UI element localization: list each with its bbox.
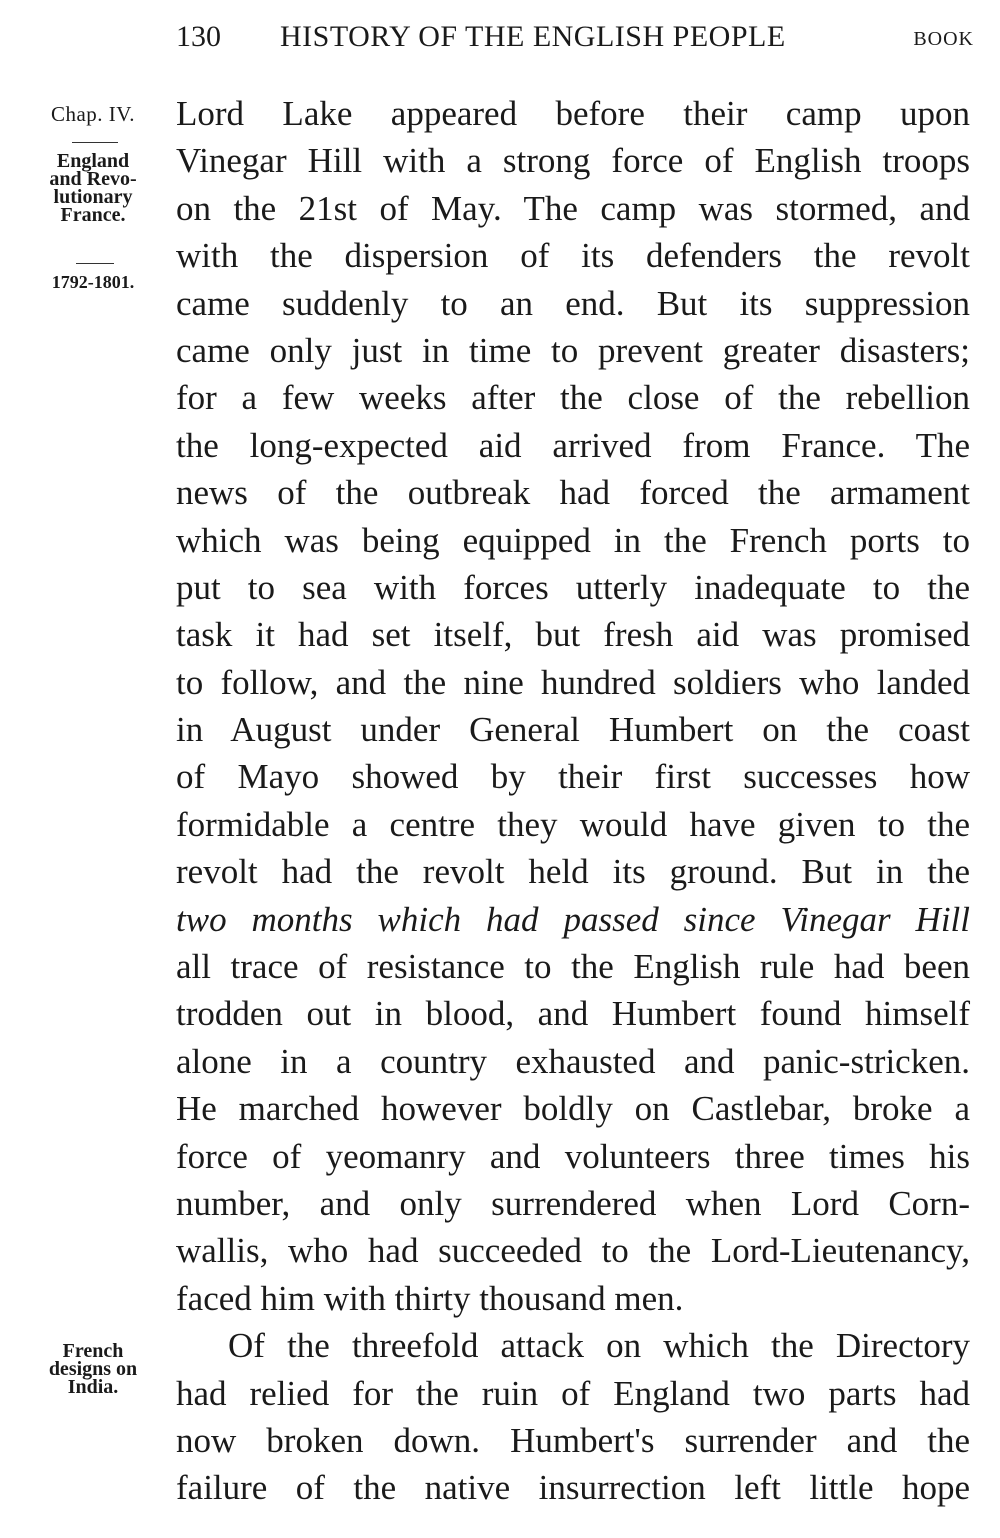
side-note-line: designs on <box>48 1358 138 1380</box>
text-line: came only just in time to prevent greater disasters; <box>176 330 970 370</box>
text-line: on the 21st of May. The camp was stormed, and <box>176 188 970 228</box>
text-line: faced him with thirty thousand men. <box>176 1278 684 1318</box>
text-line: alone in a country exhausted and panic-stricken. <box>176 1041 970 1081</box>
text-line: had relied for the ruin of England two parts had <box>176 1373 970 1413</box>
text-line: failure of the native insurrection left little hope <box>176 1468 970 1508</box>
running-header <box>176 20 976 60</box>
text-line: the long-expected aid arrived from France. The <box>176 425 970 465</box>
text-line: trodden out in blood, and Humbert found himself <box>176 994 970 1034</box>
text-line: Lord Lake appeared before their camp upon <box>176 94 970 133</box>
text-line: He marched however boldly on Castlebar, broke a <box>176 1089 970 1129</box>
book-label: BOOK <box>913 28 974 50</box>
text-line: task it had set itself, but fresh aid was promised <box>176 615 970 655</box>
text-line: force of yeomanry and volunteers three times his <box>176 1136 970 1176</box>
text-line: came suddenly to an end. But its suppression <box>176 283 970 323</box>
side-note-line: France. <box>60 204 126 226</box>
text-line: which was being equipped in the French ports to <box>176 520 970 560</box>
side-note-dates: 1792-1801. <box>51 272 135 292</box>
body-text <box>176 90 970 1512</box>
text-line: formidable a centre they would have given to the <box>176 804 970 844</box>
running-title: HISTORY OF THE ENGLISH PEOPLE <box>280 20 786 53</box>
text-line: all trace of resistance to the English rule had been <box>176 947 970 987</box>
text-line: in August under General Humbert on the coast <box>176 710 970 750</box>
text-line: revolt had the revolt held its ground. But in the <box>176 852 970 892</box>
text-line: with the dispersion of its defenders the revolt <box>176 236 970 276</box>
text-line: news of the outbreak had forced the armament <box>176 473 970 513</box>
side-note-line: and Revo- <box>49 168 137 190</box>
chapter-rule <box>72 142 118 143</box>
side-note-line: England <box>56 150 130 172</box>
text-line: of Mayo showed by their first successes how <box>176 757 970 797</box>
side-note-line: French <box>62 1340 124 1362</box>
text-line: Vinegar Hill with a strong force of English troops <box>176 141 970 181</box>
side-note-line: lutionary <box>53 186 133 208</box>
side-note-england <box>28 152 158 224</box>
text-line: now broken down. Humbert's surrender and the <box>176 1420 970 1460</box>
side-note-french-designs <box>28 1342 158 1396</box>
side-note-rule <box>76 263 114 264</box>
text-line: for a few weeks after the close of the rebellion <box>176 378 970 418</box>
text-line: to follow, and the nine hundred soldiers who landed <box>176 662 970 702</box>
text-line-italic: two months which had passed since Vinegar Hill <box>176 899 970 939</box>
text-line: wallis, who had succeeded to the Lord-Lieutenancy, <box>176 1231 970 1271</box>
page-number: 130 <box>176 20 221 53</box>
chapter-label: Chap. IV. <box>50 102 136 126</box>
side-note-line: India. <box>67 1376 119 1398</box>
text-line: Of the threefold attack on which the Directory <box>228 1326 970 1366</box>
text-line: number, and only surrendered when Lord Corn- <box>176 1183 970 1223</box>
text-line: put to sea with forces utterly inadequate to the <box>176 567 970 607</box>
